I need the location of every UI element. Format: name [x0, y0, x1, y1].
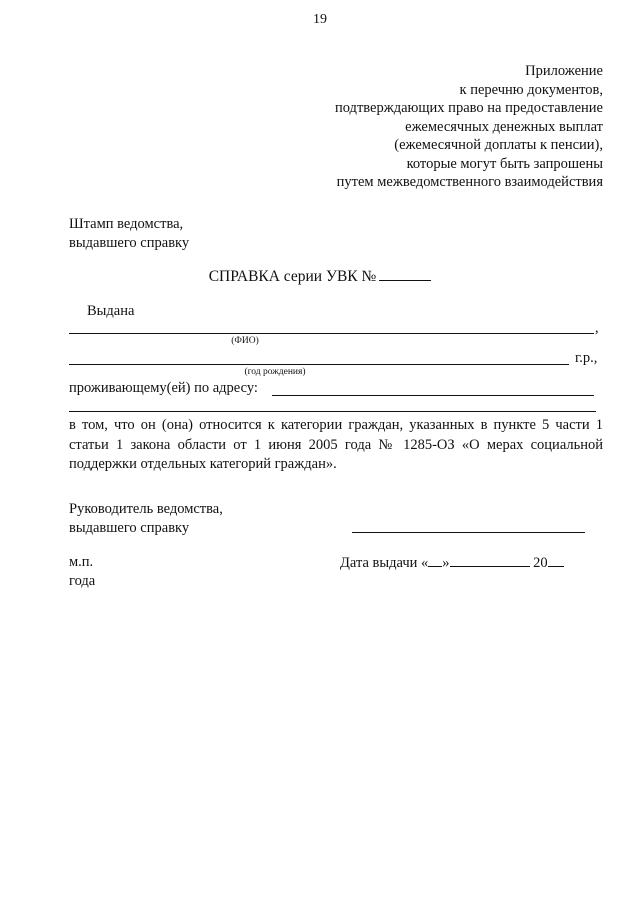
appendix-line: (ежемесячной доплаты к пенсии),: [394, 137, 603, 153]
appendix-line: Приложение: [525, 63, 603, 79]
address-blank-line-2[interactable]: [69, 411, 596, 412]
body-paragraph: в том, что он (она) относится к категории граждан, указанных в пункте 5 части 1 статьи 1 закона области от 1 июня 2005 года № 1285-ОЗ «О мерах социальной поддержки отдельных категорий граждан».: [69, 417, 603, 472]
appendix-header: [223, 62, 603, 192]
fio-blank-line[interactable]: [69, 333, 594, 334]
appendix-line: подтверждающих право на предоставление: [334, 100, 603, 116]
series-number-blank[interactable]: [379, 268, 431, 281]
birth-year-blank-line[interactable]: [69, 364, 569, 365]
date-year-blank[interactable]: [548, 553, 564, 567]
fio-caption: (ФИО): [231, 336, 259, 346]
document-title: [0, 268, 640, 286]
head-line-1: Руководитель ведомства,: [69, 501, 223, 517]
mp-line-1: м.п.: [69, 554, 94, 570]
date-label: Дата выдачи: [340, 555, 418, 571]
mp-line-2: года: [69, 573, 96, 589]
issue-date-row: [340, 553, 564, 572]
birth-year-suffix: г.р.,: [575, 350, 598, 366]
issued-label: Выдана: [87, 303, 135, 319]
date-open-quote: «: [421, 555, 429, 571]
stamp-label: [69, 215, 189, 253]
signature-blank-line[interactable]: [352, 532, 585, 533]
appendix-line: к перечню документов,: [459, 81, 603, 98]
date-close-quote: »: [442, 555, 450, 571]
date-year-prefix: 20: [533, 555, 548, 571]
head-line-2: выдавшего справку: [69, 520, 190, 536]
address-label: проживающему(ей) по адресу:: [69, 380, 258, 396]
appendix-line: ежемесячных денежных выплат: [405, 118, 603, 135]
fio-comma: ,: [595, 320, 599, 336]
stamp-line-1: Штамп ведомства,: [69, 216, 184, 232]
birth-year-caption: (год рождения): [244, 367, 306, 377]
page-number: 19: [313, 12, 327, 27]
title-text: СПРАВКА серии УВК №: [208, 268, 377, 285]
head-label: [69, 500, 223, 538]
appendix-line: которые могут быть запрошены: [406, 155, 603, 172]
seal-place-label: [69, 553, 95, 591]
appendix-line: путем межведомственного взаимодействия: [336, 174, 603, 190]
date-day-blank[interactable]: [428, 553, 442, 567]
date-month-blank[interactable]: [450, 553, 530, 567]
stamp-line-2: выдавшего справку: [69, 235, 190, 251]
address-blank-line[interactable]: [272, 395, 594, 396]
